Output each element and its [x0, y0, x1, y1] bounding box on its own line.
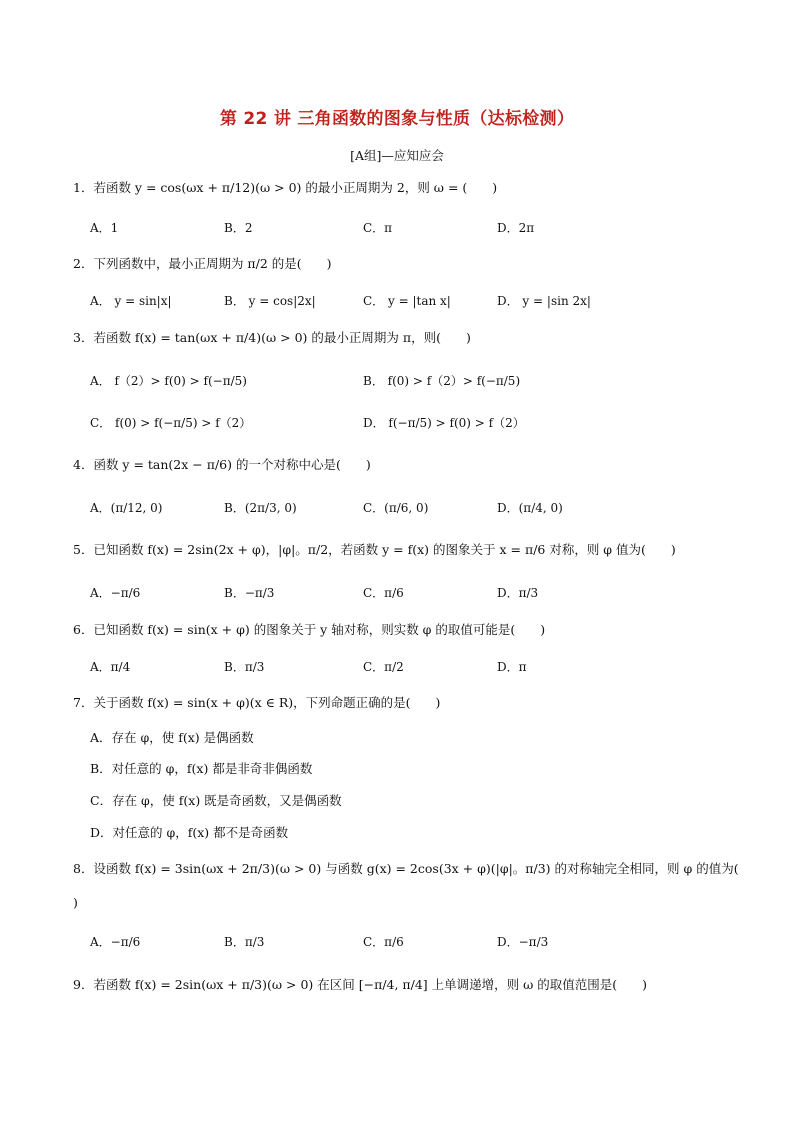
group-heading: [A组]—应知应会: [350, 148, 444, 163]
question-7-option-a: A．存在 φ，使 f(x) 是偶函数: [90, 730, 254, 745]
question-6-option-d: D．π: [497, 660, 527, 674]
question-4-stem: 4．函数 y = tan(2x − π/6) 的一个对称中心是( ): [73, 457, 371, 472]
question-6-option-c: C．π/2: [363, 660, 404, 674]
question-5-option-b: B．−π/3: [224, 586, 275, 600]
question-6-stem: 6．已知函数 f(x) = sin(x + φ) 的图象关于 y 轴对称，则实数 φ 的取值可能是( ): [73, 622, 546, 637]
question-1-stem: 1．若函数 y = cos(ωx + π/12)(ω > 0) 的最小正周期为 2，则 ω = ( ): [73, 180, 498, 195]
page-title: 第 22 讲 三角函数的图象与性质（达标检测）: [219, 109, 575, 129]
question-1-option-d: D．2π: [497, 221, 535, 235]
question-7-stem: 7．关于函数 f(x) = sin(x + φ)(x ∈ R)，下列命题正确的是( ): [73, 695, 441, 710]
question-4-option-b: B．(2π/3, 0): [224, 501, 297, 515]
question-2-option-a: A． y = sin|x|: [90, 294, 172, 308]
question-3-option-c: C． f(0) > f(−π/5) > f（2）: [90, 416, 252, 430]
question-6-option-a: A．π/4: [90, 660, 131, 674]
question-5-option-d: D．π/3: [497, 586, 539, 600]
question-1-option-b: B．2: [224, 221, 253, 235]
question-4-option-c: C．(π/6, 0): [363, 501, 429, 515]
question-7-option-d: D．对任意的 φ，f(x) 都不是奇函数: [90, 825, 289, 840]
question-3-stem: 3．若函数 f(x) = tan(ωx + π/4)(ω > 0) 的最小正周期为 π，则( ): [73, 330, 471, 345]
question-8-option-b: B．π/3: [224, 935, 265, 949]
question-1-option-a: A．1: [90, 221, 119, 235]
question-5-stem: 5．已知函数 f(x) = 2sin(2x + φ)，|φ|。π/2，若函数 y = f(x) 的图象关于 x = π/6 对称，则 φ 值为( ): [73, 542, 676, 557]
question-3-option-d: D． f(−π/5) > f(0) > f（2）: [363, 416, 525, 430]
question-4-option-d: D．(π/4, 0): [497, 501, 563, 515]
question-8-option-d: D．−π/3: [497, 935, 549, 949]
question-8-stem-continuation: ): [73, 895, 78, 910]
question-8-option-c: C．π/6: [363, 935, 404, 949]
question-8-stem: 8．设函数 f(x) = 3sin(ωx + 2π/3)(ω > 0) 与函数 g(x) = 2cos(3x + φ)(|φ|。π/3) 的对称轴完全相同，则 φ 的值为(: [73, 861, 739, 876]
question-2-option-b: B． y = cos|2x|: [224, 294, 316, 308]
question-2-option-d: D． y = |sin 2x|: [497, 294, 591, 308]
question-3-option-a: A． f（2）> f(0) > f(−π/5): [90, 374, 247, 388]
question-4-option-a: A．(π/12, 0): [90, 501, 163, 515]
question-1-option-c: C．π: [363, 221, 393, 235]
question-5-option-a: A．−π/6: [90, 586, 141, 600]
question-3-option-b: B． f(0) > f（2）> f(−π/5): [363, 374, 521, 388]
question-2-stem: 2．下列函数中，最小正周期为 π/2 的是( ): [73, 256, 332, 271]
question-7-option-b: B．对任意的 φ，f(x) 都是非奇非偶函数: [90, 761, 313, 776]
question-7-option-c: C．存在 φ，使 f(x) 既是奇函数，又是偶函数: [90, 793, 342, 808]
question-9-stem: 9．若函数 f(x) = 2sin(ωx + π/3)(ω > 0) 在区间 [−π/4, π/4] 上单调递增，则 ω 的取值范围是( ): [73, 977, 648, 992]
question-2-option-c: C． y = |tan x|: [363, 294, 451, 308]
question-8-option-a: A．−π/6: [90, 935, 141, 949]
question-5-option-c: C．π/6: [363, 586, 404, 600]
question-6-option-b: B．π/3: [224, 660, 265, 674]
